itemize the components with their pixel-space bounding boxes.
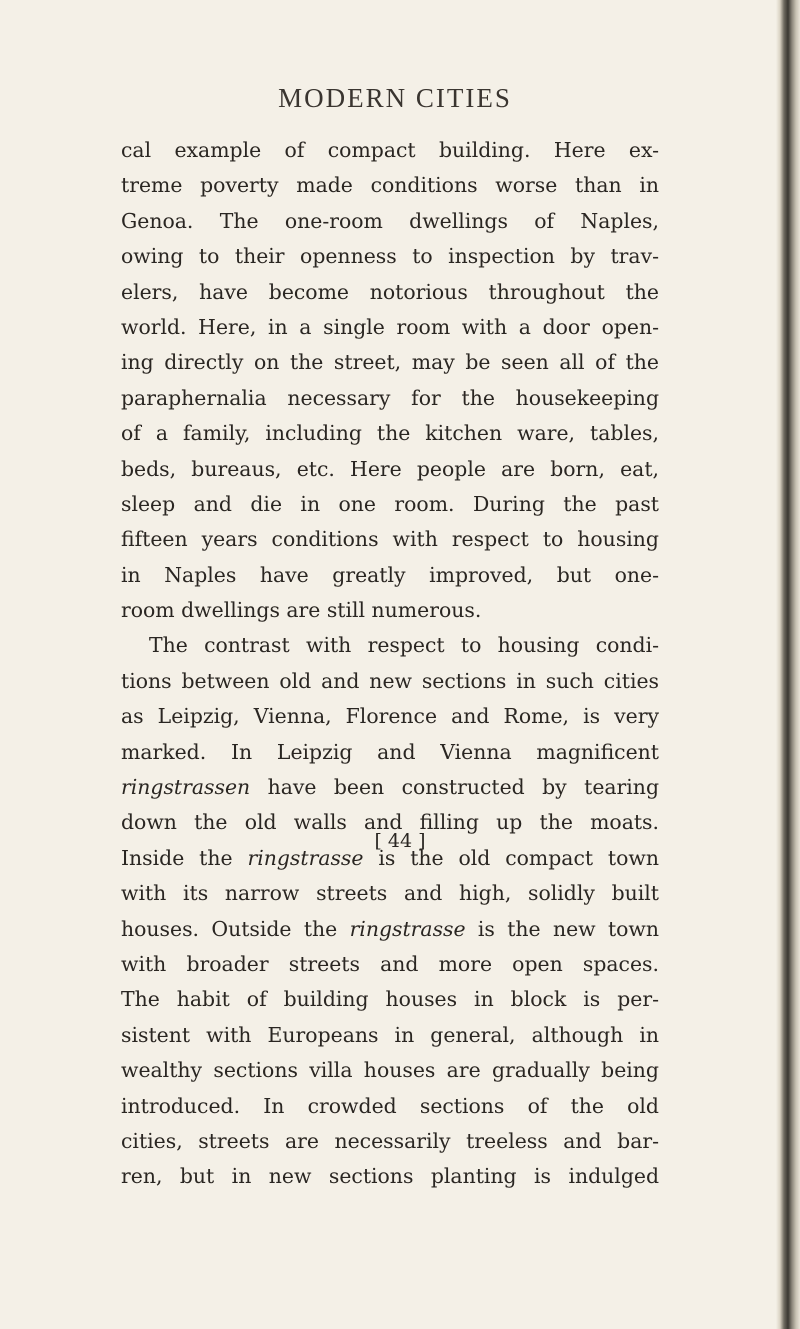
- line-rest: is the new town: [465, 916, 659, 941]
- text-line: wealthy sections villa houses are gradually being: [121, 1058, 659, 1083]
- text-line: sistent with Europeans in general, although in: [121, 1022, 659, 1047]
- text-line: paraphernalia necessary for the housekeeping: [121, 385, 659, 410]
- text-line: sleep and die in one room. During the past: [121, 491, 659, 516]
- text-line: tions between old and new sections in such cities: [121, 668, 659, 693]
- text-line: beds, bureaus, etc. Here people are born, eat,: [121, 456, 659, 481]
- text-line: as Leipzig, Vienna, Florence and Rome, is very: [121, 704, 659, 729]
- text-line: with broader streets and more open spaces.: [121, 951, 659, 976]
- line-pre: houses. Outside the: [121, 916, 350, 941]
- line-rest: is the old compact town: [363, 845, 659, 870]
- text-line: ing directly on the street, may be seen all of the: [121, 350, 659, 375]
- line-rest: have been constructed by tearing: [250, 775, 659, 800]
- text-line: with its narrow streets and high, solidly built: [121, 881, 659, 906]
- page-binding-edge: [776, 0, 800, 1329]
- text-line-italic: [121, 770, 659, 805]
- italic-term: ringstrassen: [121, 775, 251, 800]
- text-line: elers, have become notorious throughout the: [121, 279, 659, 304]
- text-line: cal example of compact building. Here ex-: [121, 138, 659, 162]
- text-line: Genoa. The one-room dwellings of Naples,: [121, 208, 659, 233]
- text-line: The habit of building houses in block is per-: [121, 987, 659, 1012]
- text-line: in Naples have greatly improved, but one-: [121, 562, 659, 587]
- page-number: [ 44 ]: [374, 830, 426, 852]
- body-text: [121, 133, 659, 1195]
- text-line: treme poverty made conditions worse than in: [121, 173, 659, 198]
- line-pre: Inside the: [121, 845, 248, 870]
- italic-term: ringstrasse: [349, 916, 466, 941]
- running-head: MODERN CITIES: [278, 83, 512, 113]
- italic-term: ringstrasse: [247, 845, 364, 870]
- text-line: marked. In Leipzig and Vienna magnificent: [121, 739, 659, 764]
- text-line: of a family, including the kitchen ware, tables,: [121, 421, 659, 446]
- text-line: introduced. In crowded sections of the old: [121, 1093, 659, 1118]
- text-line: down the old walls and filling up the moats.: [121, 810, 659, 835]
- text-line-italic: [121, 912, 659, 947]
- text-line: ren, but in new sections planting is indulged: [121, 1164, 659, 1189]
- text-line: world. Here, in a single room with a door open-: [121, 314, 659, 339]
- text-line: fifteen years conditions with respect to housing: [121, 527, 659, 552]
- text-line: cities, streets are necessarily treeless and bar-: [121, 1128, 659, 1153]
- paragraph-start-line: The contrast with respect to housing condi-: [149, 633, 659, 658]
- paragraph-end-line: room dwellings are still numerous.: [121, 598, 482, 623]
- text-line: owing to their openness to inspection by trav-: [121, 244, 659, 269]
